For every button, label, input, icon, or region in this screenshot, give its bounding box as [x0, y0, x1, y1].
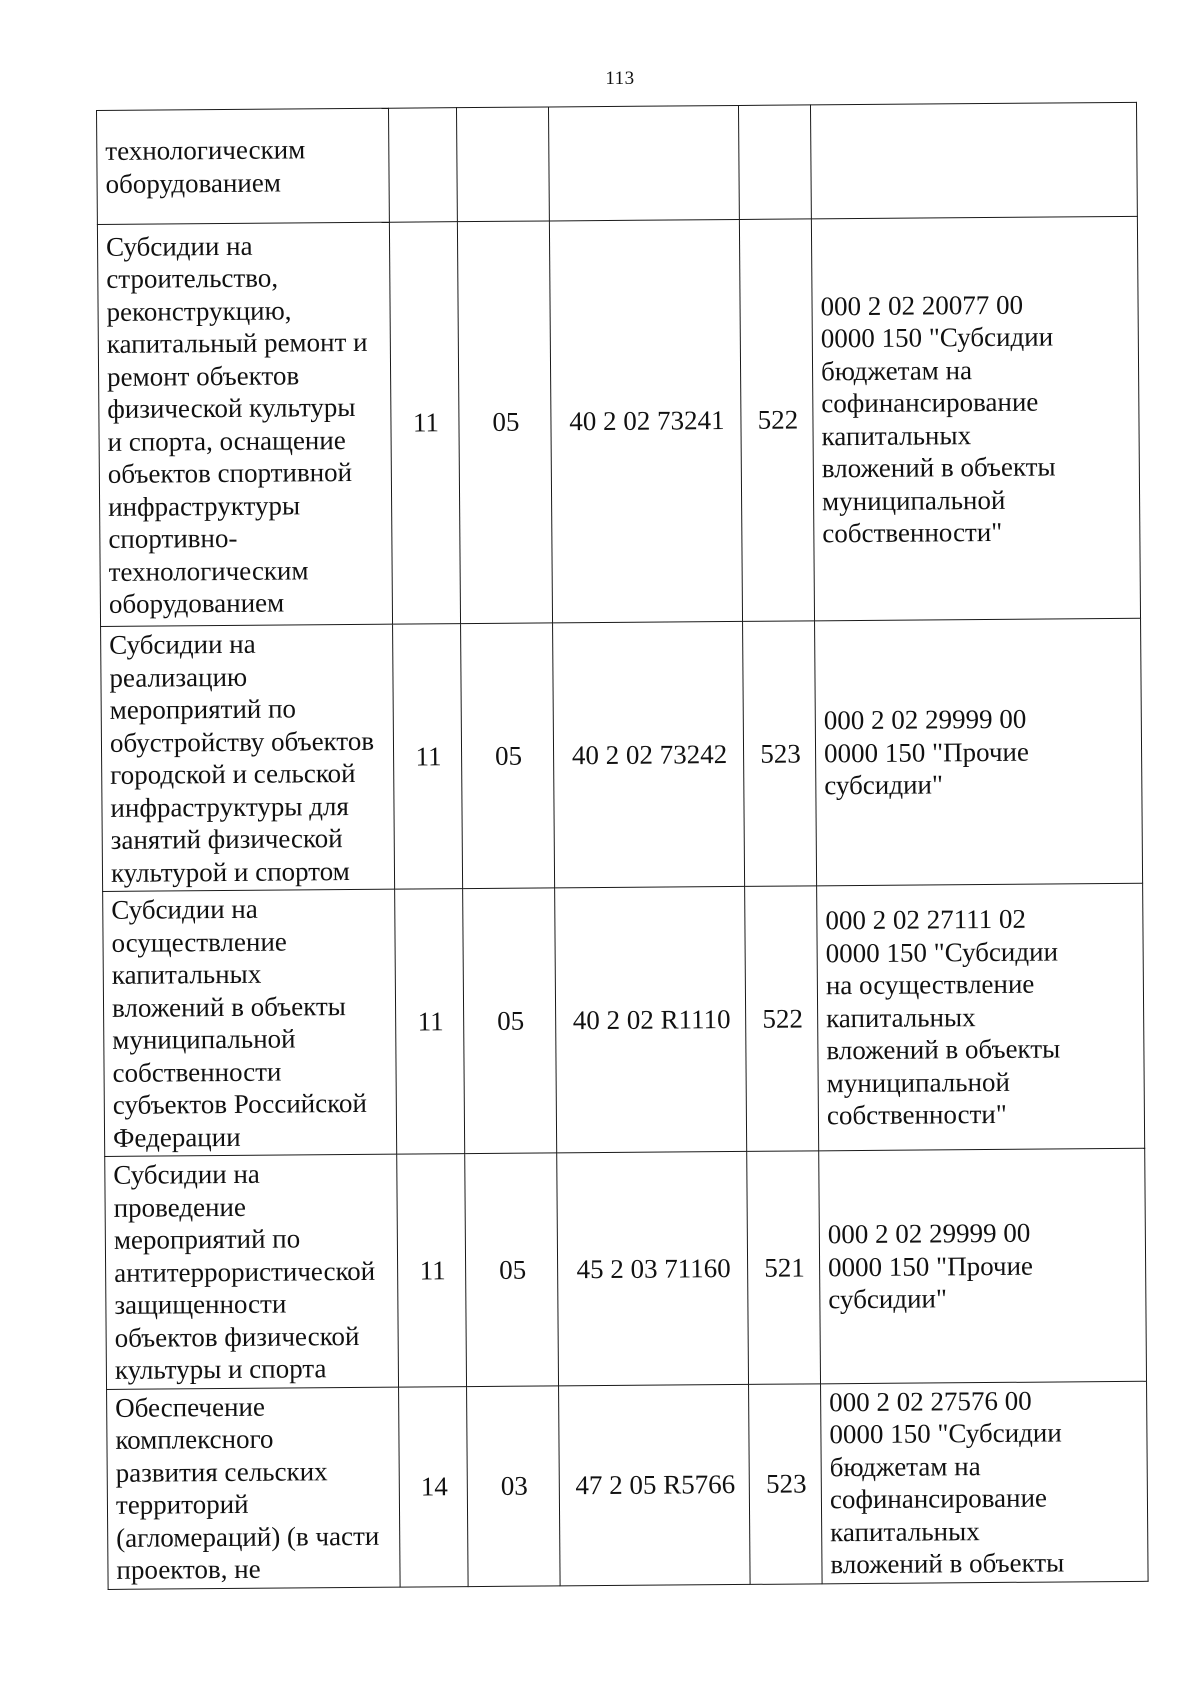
table-row	[97, 102, 1138, 224]
table-row	[103, 883, 1145, 1156]
table-row	[101, 618, 1143, 891]
target-article-code: 45 2 03 71160	[557, 1151, 749, 1385]
section-code: 11	[395, 889, 465, 1155]
section-code	[388, 108, 457, 223]
subsection-code: 05	[465, 1153, 559, 1386]
expense-type-code: 521	[747, 1151, 821, 1384]
row-name: Субсидии на осуществление капитальных вложений в объекты муниципальной собственности субъектов Российской Федерации	[103, 889, 397, 1156]
subsection-code	[456, 107, 549, 222]
subsection-code: 05	[461, 623, 555, 889]
revenue-code: 000 2 02 20077 00 0000 150 "Субсидии бюджетам на софинансирование капитальных вложений в объекты муниципальной собственности"	[811, 216, 1140, 621]
expense-type-code	[738, 105, 811, 220]
row-name: Субсидии на строительство, реконструкцию, капитальный ремонт и ремонт объектов физической культуры и спорта, оснащение объектов спортивной инфраструктуры спортивно- технологическим оборудованием	[97, 222, 392, 626]
table-row	[105, 1148, 1147, 1389]
row-name: Субсидии на реализацию мероприятий по обустройству объектов городской и сельской инфраструктуры для занятий физической культурой и спортом	[101, 624, 395, 891]
expense-type-code: 523	[749, 1383, 823, 1584]
revenue-code: 000 2 02 29999 00 0000 150 "Прочие субсидии"	[815, 618, 1143, 886]
target-article-code: 47 2 05 R5766	[559, 1384, 751, 1585]
expense-type-code: 522	[739, 219, 814, 622]
section-code: 11	[397, 1154, 467, 1387]
target-article-code: 40 2 02 73241	[549, 219, 742, 622]
section-code: 14	[399, 1386, 469, 1587]
expense-type-code: 522	[745, 886, 819, 1152]
target-article-code	[548, 105, 739, 220]
subsection-code: 03	[467, 1385, 561, 1586]
row-name: технологическим оборудованием	[97, 108, 390, 224]
budget-table	[96, 102, 1149, 1590]
page-number: 113	[605, 68, 635, 89]
target-article-code: 40 2 02 R1110	[555, 886, 747, 1152]
expense-type-code: 523	[743, 621, 817, 887]
section-code: 11	[389, 222, 460, 625]
revenue-code: 000 2 02 27576 00 0000 150 "Субсидии бюджетам на софинансирование капитальных вложений в объекты	[821, 1381, 1149, 1584]
revenue-code	[810, 102, 1137, 219]
section-code: 11	[393, 624, 463, 890]
target-article-code: 40 2 02 73242	[553, 621, 745, 887]
revenue-code: 000 2 02 29999 00 0000 150 "Прочие субсидии"	[819, 1148, 1147, 1383]
row-name: Обеспечение комплексного развития сельских территорий (агломераций) (в части проектов, не	[107, 1387, 401, 1589]
subsection-code: 05	[457, 221, 552, 624]
subsection-code: 05	[463, 888, 557, 1154]
row-name: Субсидии на проведение мероприятий по антитеррористической защищенности объектов физической культуры и спорта	[105, 1154, 399, 1389]
revenue-code: 000 2 02 27111 02 0000 150 "Субсидии на осуществление капитальных вложений в объекты муниципальной собственности"	[817, 883, 1145, 1151]
table-row	[97, 216, 1140, 626]
table-row	[107, 1381, 1149, 1589]
